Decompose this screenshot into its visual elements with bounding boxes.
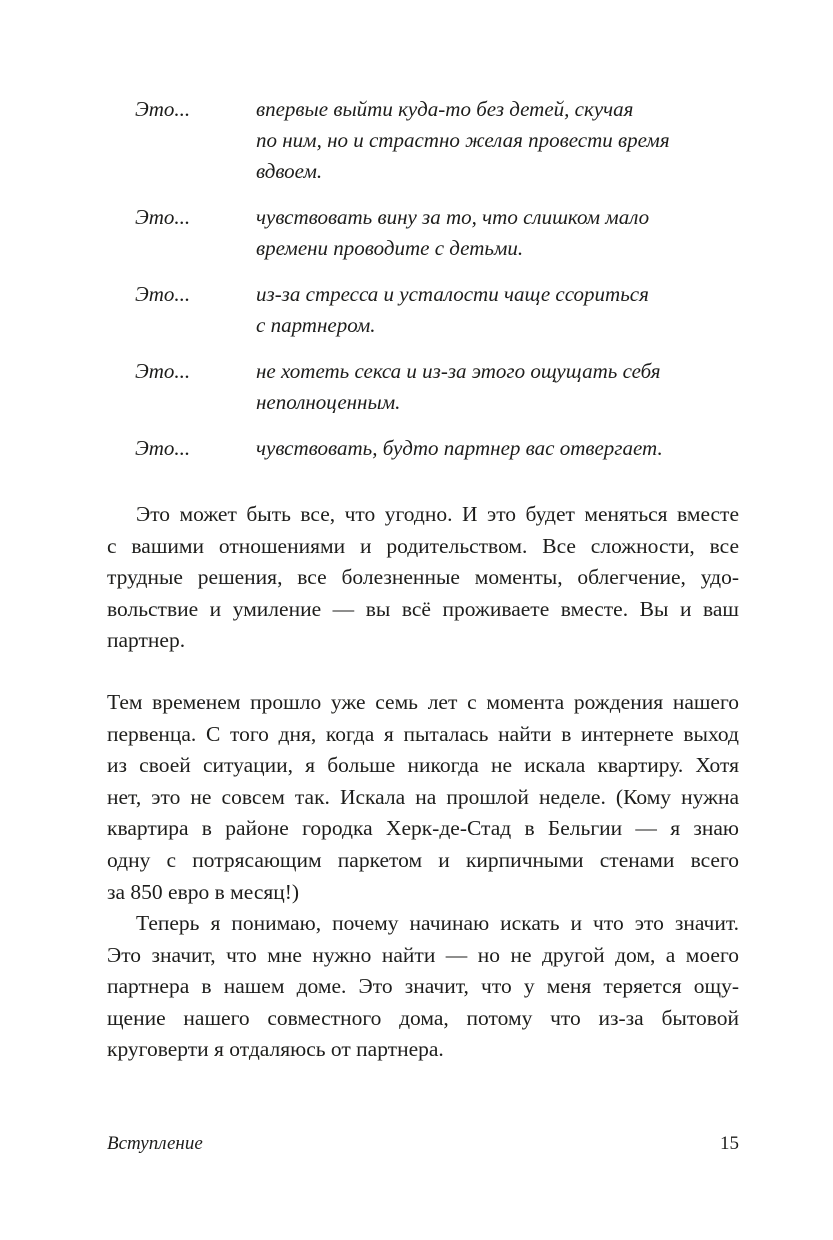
list-item	[135, 279, 725, 341]
paragraph-line: вольствие и умиление — вы всё проживаете вместе. Вы и ваш	[107, 596, 739, 621]
list-item-text: чувствовать вину за то, что слишком мало времени проводите с детьми.	[256, 205, 650, 260]
list-item-marker: Это...	[135, 205, 191, 229]
paragraph-line: партнер.	[107, 628, 186, 653]
paragraph-line: нет, это не совсем так. Искала на прошлой неделе. (Кому нужна	[107, 784, 739, 809]
paragraph-line: трудные решения, все болезненные моменты, облегчение, удо-	[107, 565, 739, 590]
list-item-marker: Это...	[135, 436, 191, 460]
paragraph-line: партнера в нашем доме. Это значит, что у меня теряется ощу-	[107, 974, 739, 999]
paragraph-3	[107, 908, 739, 1066]
list-item-marker: Это...	[135, 359, 191, 383]
paragraph-line: с вашими отношениями и родительством. Все сложности, все	[107, 533, 739, 558]
paragraph-1	[107, 499, 739, 657]
paragraph-line: первенца. С того дня, когда я пыталась найти в интернете выход	[107, 721, 739, 746]
paragraph-line: из своей ситуации, я больше никогда не искала квартиру. Хотя	[107, 753, 739, 778]
paragraph-line: Теперь я понимаю, почему начинаю искать и что это значит.	[136, 911, 739, 935]
definition-list	[135, 94, 725, 479]
list-item-marker: Это...	[135, 282, 191, 306]
list-item	[135, 202, 725, 264]
paragraph-2	[107, 687, 739, 908]
list-item	[135, 433, 725, 464]
paragraph-line: Это может быть все, что угодно. И это будет меняться вместе	[136, 502, 739, 526]
running-footer-title: Вступление	[107, 1133, 203, 1154]
paragraph-line: круговерти я отдаляюсь от партнера.	[107, 1037, 444, 1062]
page-number: 15	[720, 1133, 739, 1154]
paragraph-line: Тем временем прошло уже семь лет с момента рождения нашего	[107, 690, 739, 714]
list-item-marker: Это...	[135, 97, 191, 121]
list-item-text: чувствовать, будто партнер вас отвергает.	[256, 436, 663, 460]
list-item	[135, 94, 725, 187]
list-item	[135, 356, 725, 418]
paragraph-line: одну с потрясающим паркетом и кирпичными стенами всего	[107, 847, 739, 872]
paragraph-line: щение нашего совместного дома, потому что из-за бытовой	[107, 1005, 739, 1030]
list-item-text: из-за стресса и усталости чаще ссориться с партнером.	[256, 282, 649, 337]
paragraph-line: Это значит, что мне нужно найти — но не другой дом, а моего	[107, 942, 739, 967]
paragraph-line: квартира в районе городка Херк-де-Стад в Бельгии — я знаю	[107, 816, 739, 841]
list-item-text: не хотеть секса и из-за этого ощущать себя неполноценным.	[256, 359, 661, 414]
list-item-text: впервые выйти куда-то без детей, скучая по ним, но и страстно желая провести время вдвоем.	[256, 97, 670, 183]
paragraph-line: за 850 евро в месяц!)	[107, 879, 300, 904]
